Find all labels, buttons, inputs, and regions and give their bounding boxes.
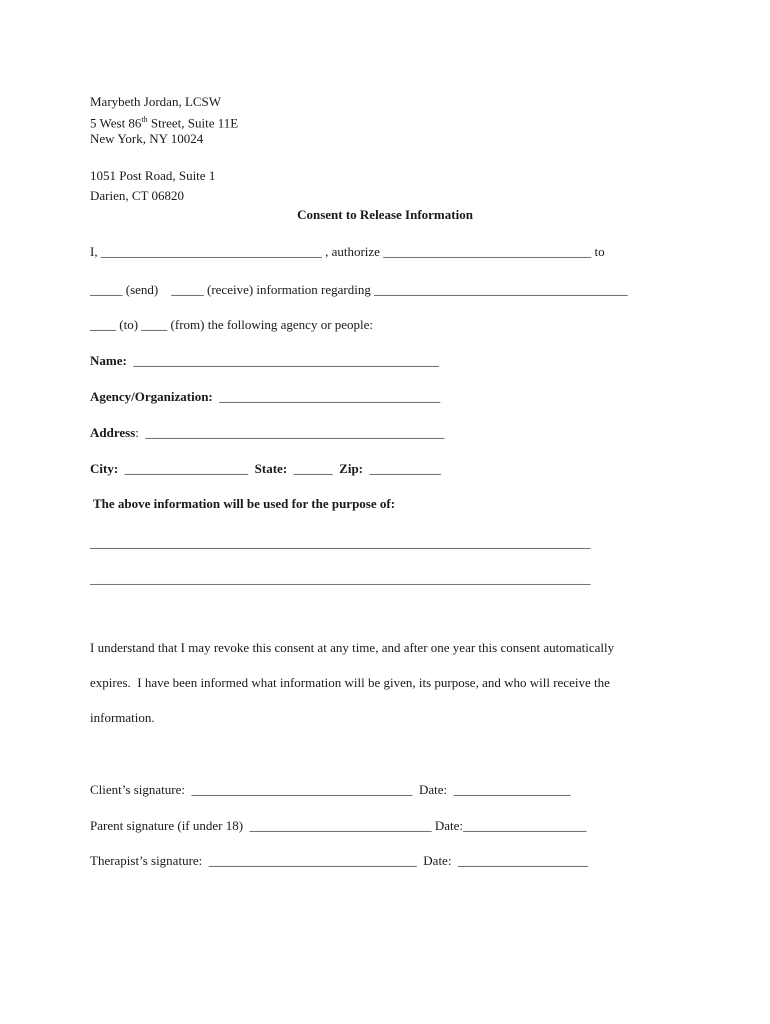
therapist-name: Marybeth Jordan, LCSW bbox=[90, 94, 222, 109]
statement-line-3: information. bbox=[90, 710, 155, 725]
parent-date-label: Date: bbox=[431, 818, 463, 833]
purpose-field-2[interactable]: _____________________________________________________________________________ bbox=[90, 571, 591, 586]
authorize-line bbox=[90, 244, 605, 260]
statement-line-1: I understand that I may revoke this consent at any time, and after one year this consent automatically bbox=[90, 640, 615, 655]
authorize-text: , authorize bbox=[321, 244, 384, 259]
client-signature-field[interactable]: __________________________________ bbox=[191, 782, 413, 797]
send-receive-line bbox=[90, 282, 628, 298]
parent-date-field[interactable]: ___________________ bbox=[462, 818, 587, 833]
state-field[interactable]: ______ bbox=[287, 461, 340, 476]
client-signature-label: Client’s signature: bbox=[90, 782, 192, 797]
zip-field[interactable]: ___________ bbox=[363, 461, 442, 476]
client-signature-row bbox=[90, 782, 571, 798]
client-name-field[interactable]: __________________________________ bbox=[100, 244, 322, 259]
zip-label: Zip: bbox=[339, 461, 364, 476]
therapist-date-label: Date: bbox=[416, 853, 458, 868]
statement-line-2: expires. I have been informed what information will be given, its purpose, and who will receive the bbox=[90, 675, 610, 690]
address-line-2: New York, NY 10024 bbox=[90, 131, 204, 146]
address-line-1-sup: th bbox=[141, 115, 148, 124]
to-from-line bbox=[90, 317, 373, 333]
client-date-label: Date: bbox=[412, 782, 454, 797]
client-date-field[interactable]: __________________ bbox=[453, 782, 571, 797]
address-line-1-post: Street, Suite 11E bbox=[147, 115, 239, 131]
address-line-1 bbox=[90, 112, 238, 131]
from-label: (from) the following agency or people: bbox=[167, 317, 374, 332]
parent-signature-label: Parent signature (if under 18) bbox=[90, 818, 250, 833]
page-title: Consent to Release Information bbox=[297, 207, 473, 222]
address-field[interactable]: ______________________________________________ bbox=[138, 425, 445, 440]
send-label: (send) bbox=[122, 282, 172, 297]
city-label: City: bbox=[90, 461, 119, 476]
address-line-3: 1051 Post Road, Suite 1 bbox=[90, 168, 216, 183]
therapist-signature-field[interactable]: ________________________________ bbox=[208, 853, 417, 868]
to-label: (to) bbox=[116, 317, 142, 332]
name-label: Name: bbox=[90, 353, 127, 368]
agency-field[interactable]: __________________________________ bbox=[212, 389, 441, 404]
address-line-1-pre: 5 West 86 bbox=[90, 115, 142, 131]
parent-signature-field[interactable]: ____________________________ bbox=[249, 818, 432, 833]
purpose-field-1[interactable]: _____________________________________________________________________________ bbox=[90, 535, 591, 550]
purpose-label: The above information will be used for the purpose of: bbox=[90, 496, 396, 511]
authorize-prefix: I, bbox=[90, 244, 101, 259]
agency-row bbox=[90, 389, 440, 405]
address-colon: : bbox=[135, 425, 139, 440]
receive-label: (receive) information regarding bbox=[203, 282, 375, 297]
agency-label: Agency/Organization: bbox=[90, 389, 213, 404]
to-text: to bbox=[591, 244, 605, 259]
state-label: State: bbox=[254, 461, 288, 476]
address-label: Address bbox=[90, 425, 136, 440]
therapist-signature-label: Therapist’s signature: bbox=[90, 853, 209, 868]
address-line-4: Darien, CT 06820 bbox=[90, 188, 184, 203]
name-row bbox=[90, 353, 439, 369]
to-field[interactable]: ____ bbox=[90, 317, 116, 332]
name-field[interactable]: _______________________________________________ bbox=[126, 353, 439, 368]
authorized-party-field[interactable]: ________________________________ bbox=[383, 244, 592, 259]
parent-signature-row bbox=[90, 818, 586, 834]
city-state-zip-row bbox=[90, 461, 441, 477]
therapist-signature-row bbox=[90, 853, 588, 869]
send-field[interactable]: _____ bbox=[90, 282, 123, 297]
therapist-date-field[interactable]: ____________________ bbox=[457, 853, 588, 868]
address-row bbox=[90, 425, 444, 441]
city-field[interactable]: ___________________ bbox=[118, 461, 255, 476]
regarding-field[interactable]: _______________________________________ bbox=[374, 282, 628, 297]
receive-field[interactable]: _____ bbox=[171, 282, 204, 297]
from-field[interactable]: ____ bbox=[141, 317, 168, 332]
